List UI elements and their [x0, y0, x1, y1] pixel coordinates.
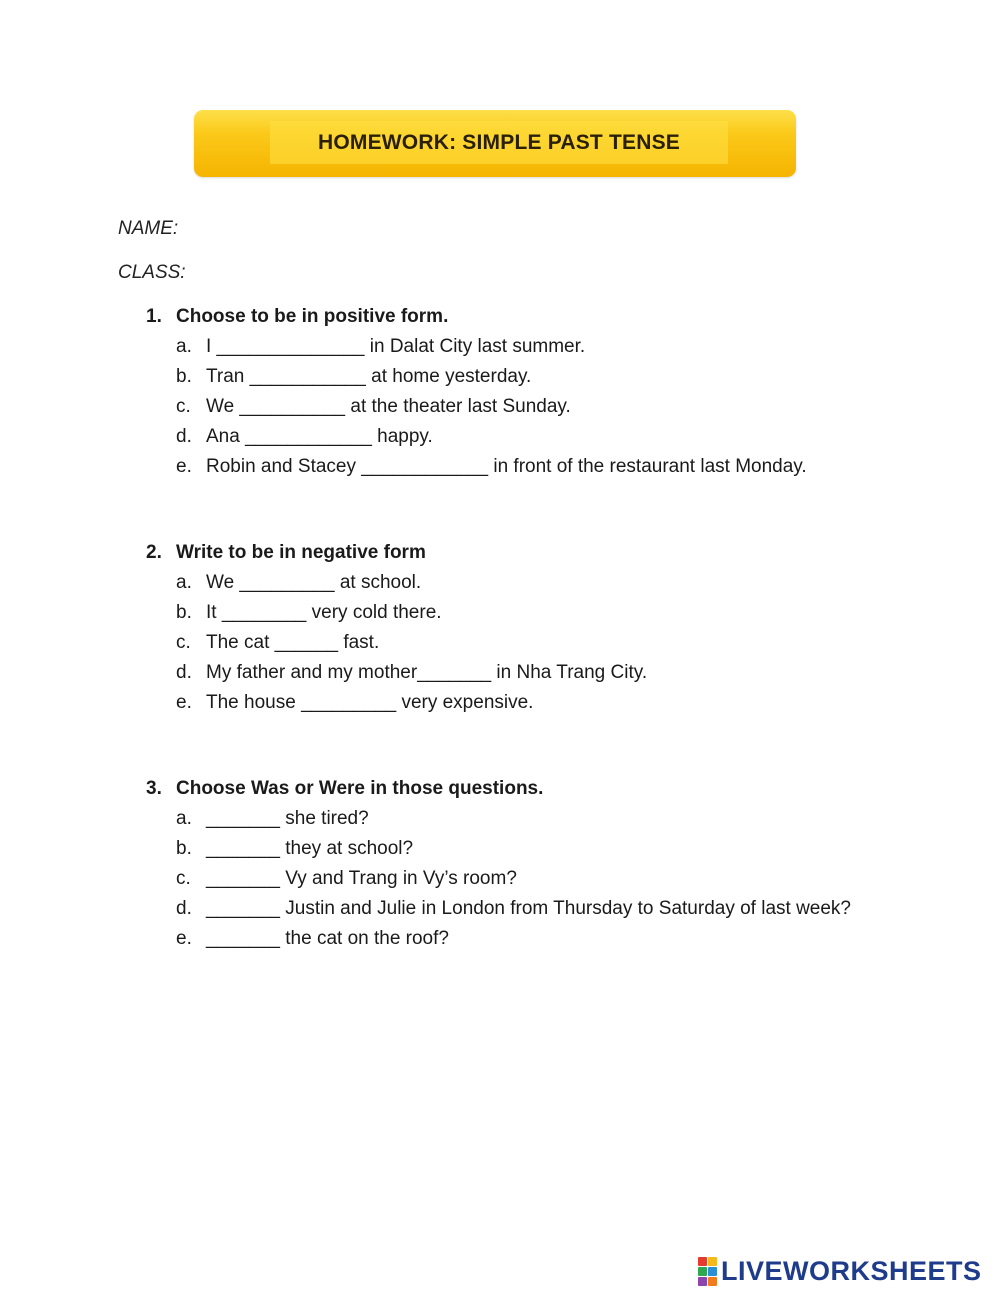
logo-block — [708, 1257, 717, 1266]
liveworksheets-logo[interactable] — [698, 1256, 982, 1286]
item-text: We _________ at school. — [206, 572, 422, 593]
question-section-1 — [146, 302, 906, 482]
item-letter: c. — [176, 632, 191, 653]
item-text: The house _________ very expensive. — [206, 692, 534, 713]
item-text: My father and my mother_______ in Nha Trang City. — [206, 662, 648, 683]
question-section-2 — [146, 538, 906, 718]
item-letter: b. — [176, 838, 192, 859]
exercise-item — [176, 568, 906, 598]
question-text: Write to be in negative form — [176, 542, 426, 563]
item-text: I ______________ in Dalat City last summer. — [206, 336, 586, 357]
logo-block — [708, 1267, 717, 1276]
item-letter: a. — [176, 336, 192, 357]
exercise-item — [176, 332, 906, 362]
item-text: We __________ at the theater last Sunday. — [206, 396, 571, 417]
exercise-item — [176, 804, 876, 834]
exercise-item — [176, 834, 876, 864]
logo-blocks-icon — [698, 1257, 717, 1286]
item-text: The cat ______ fast. — [206, 632, 380, 653]
exercise-item — [176, 452, 906, 482]
exercise-item — [176, 362, 906, 392]
exercise-item — [176, 894, 876, 924]
item-text: _______ the cat on the roof? — [206, 928, 449, 949]
exercise-item — [176, 598, 906, 628]
item-text: It ________ very cold there. — [206, 602, 442, 623]
exercise-item — [176, 658, 906, 688]
class-label: CLASS: — [118, 262, 186, 283]
item-text: _______ she tired? — [206, 808, 369, 829]
question-section-3 — [146, 774, 906, 954]
exercise-item — [176, 688, 906, 718]
item-letter: d. — [176, 898, 192, 919]
item-letter: b. — [176, 366, 192, 387]
logo-block — [698, 1257, 707, 1266]
logo-block — [698, 1277, 707, 1286]
question-number: 3. — [146, 778, 162, 799]
question-number: 2. — [146, 542, 162, 563]
item-letter: c. — [176, 396, 191, 417]
question-text: Choose to be in positive form. — [176, 306, 449, 327]
item-letter: a. — [176, 572, 192, 593]
logo-text: LIVEWORKSHEETS — [721, 1255, 982, 1286]
exercise-item — [176, 628, 906, 658]
question-heading — [146, 774, 906, 804]
question-heading — [146, 538, 906, 568]
exercise-item — [176, 422, 906, 452]
item-letter: d. — [176, 426, 192, 447]
logo-block — [708, 1277, 717, 1286]
name-label: NAME: — [118, 218, 179, 239]
title-banner — [194, 110, 796, 177]
item-letter: e. — [176, 928, 192, 949]
item-letter: d. — [176, 662, 192, 683]
item-letter: e. — [176, 456, 192, 477]
exercise-item — [176, 924, 876, 954]
question-number: 1. — [146, 306, 162, 327]
logo-block — [698, 1267, 707, 1276]
item-text: _______ Justin and Julie in London from Thursday to Saturday of last week? — [206, 898, 851, 919]
question-text: Choose Was or Were in those questions. — [176, 778, 544, 799]
page-title: HOMEWORK: SIMPLE PAST TENSE — [270, 121, 728, 164]
item-letter: e. — [176, 692, 192, 713]
item-letter: a. — [176, 808, 192, 829]
exercise-item — [176, 392, 906, 422]
item-letter: c. — [176, 868, 191, 889]
item-text: Ana ____________ happy. — [206, 426, 433, 447]
item-text: _______ they at school? — [206, 838, 414, 859]
exercise-item — [176, 864, 876, 894]
item-text: Tran ___________ at home yesterday. — [206, 366, 532, 387]
item-text: _______ Vy and Trang in Vy’s room? — [206, 868, 517, 889]
question-heading — [146, 302, 906, 332]
item-text: Robin and Stacey ____________ in front of the restaurant last Monday. — [206, 456, 807, 477]
item-letter: b. — [176, 602, 192, 623]
